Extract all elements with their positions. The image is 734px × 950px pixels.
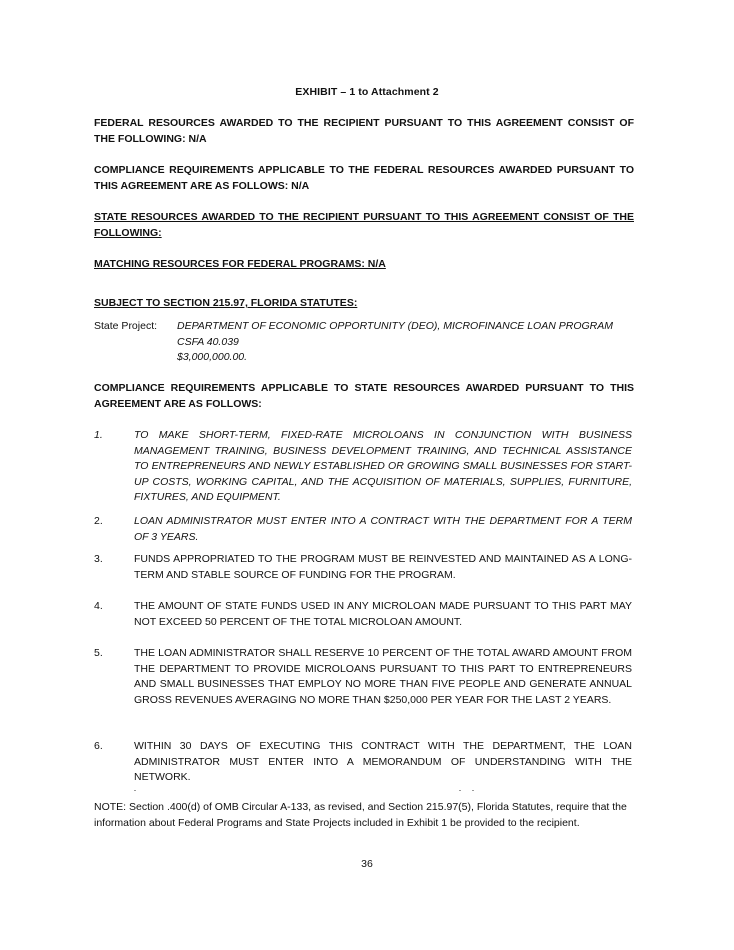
exhibit-title: EXHIBIT – 1 to Attachment 2 — [295, 86, 439, 98]
requirement-text: LOAN ADMINISTRATOR MUST ENTER INTO A CONTRACT WITH THE DEPARTMENT FOR A TERM OF 3 YEARS. — [134, 515, 632, 543]
page-number: 36 — [361, 858, 373, 870]
state-project-details — [177, 319, 637, 366]
state-project-csfa: CSFA 40.039 — [177, 335, 239, 348]
requirement-text: TO MAKE SHORT-TERM, FIXED-RATE MICROLOANS IN CONJUNCTION WITH BUSINESS MANAGEMENT TRAINING, BUSINESS DEVELOPMENT TRAINING, AND TECHNICAL ASSISTANCE TO ENTREPRENEURS AND NEWLY ESTABLISHED OR GROWING SMALL BUSINESSES FOR START-UP COSTS, WORKING CAPITAL, AND THE ACQUISITION OF MATERIALS, SUPPLIES, FURNITURE, FIXTURES, AND EQUIPMENT. — [134, 429, 632, 504]
requirement-number: 3. — [94, 553, 103, 565]
requirement-number: 1. — [94, 429, 103, 441]
scan-speck — [134, 790, 136, 791]
federal-resources-statement: FEDERAL RESOURCES AWARDED TO THE RECIPIENT PURSUANT TO THIS AGREEMENT CONSIST OF THE FOLLOWING: N/A — [94, 117, 634, 145]
scan-speck — [459, 790, 461, 791]
subject-section-heading: SUBJECT TO SECTION 215.97, FLORIDA STATUTES: — [94, 297, 358, 309]
state-compliance-heading: COMPLIANCE REQUIREMENTS APPLICABLE TO STATE RESOURCES AWARDED PURSUANT TO THIS AGREEMENT ARE AS FOLLOWS: — [94, 382, 634, 410]
requirement-text: THE AMOUNT OF STATE FUNDS USED IN ANY MICROLOAN MADE PURSUANT TO THIS PART MAY NOT EXCEED 50 PERCENT OF THE TOTAL MICROLOAN AMOUNT. — [134, 600, 632, 628]
requirement-number: 6. — [94, 740, 103, 752]
federal-compliance-statement: COMPLIANCE REQUIREMENTS APPLICABLE TO THE FEDERAL RESOURCES AWARDED PURSUANT TO THIS AGREEMENT ARE AS FOLLOWS: N/A — [94, 164, 634, 192]
state-project-label: State Project: — [94, 320, 158, 332]
requirement-text: WITHIN 30 DAYS OF EXECUTING THIS CONTRACT WITH THE DEPARTMENT, THE LOAN ADMINISTRATOR MUST ENTER INTO A MEMORANDUM OF UNDERSTANDING WITH THE NETWORK. — [134, 740, 632, 784]
requirement-text: THE LOAN ADMINISTRATOR SHALL RESERVE 10 PERCENT OF THE TOTAL AWARD AMOUNT FROM THE DEPARTMENT TO PROVIDE MICROLOANS PURSUANT TO THIS PART TO ENTREPRENEURS AND SMALL BUSINESSES THAT EMPLOY NO MORE THAN FIVE PEOPLE AND GENERATE ANNUAL GROSS REVENUES AVERAGING NO MORE THAN $250,000 PER YEAR FOR THE LAST 2 YEARS. — [134, 647, 632, 706]
note-paragraph: NOTE: Section .400(d) of OMB Circular A-133, as revised, and Section 215.97(5), Florida Statutes, require that the information about Federal Programs and State Projects included in Exhibit 1 be provided to the recipient. — [94, 801, 627, 829]
state-project-name: DEPARTMENT OF ECONOMIC OPPORTUNITY (DEO), MICROFINANCE LOAN PROGRAM — [177, 320, 613, 332]
requirement-number: 5. — [94, 647, 103, 659]
requirement-number: 2. — [94, 515, 103, 527]
matching-resources-heading: MATCHING RESOURCES FOR FEDERAL PROGRAMS: N/A — [94, 258, 386, 270]
scan-speck — [472, 790, 474, 791]
state-resources-heading: STATE RESOURCES AWARDED TO THE RECIPIENT PURSUANT TO THIS AGREEMENT CONSIST OF THE FOLLOWING: — [94, 211, 634, 239]
requirement-number: 4. — [94, 600, 103, 612]
requirement-text: FUNDS APPROPRIATED TO THE PROGRAM MUST BE REINVESTED AND MAINTAINED AS A LONG-TERM AND STABLE SOURCE OF FUNDING FOR THE PROGRAM. — [134, 553, 632, 581]
state-project-amount: $3,000,000.00. — [177, 351, 248, 364]
